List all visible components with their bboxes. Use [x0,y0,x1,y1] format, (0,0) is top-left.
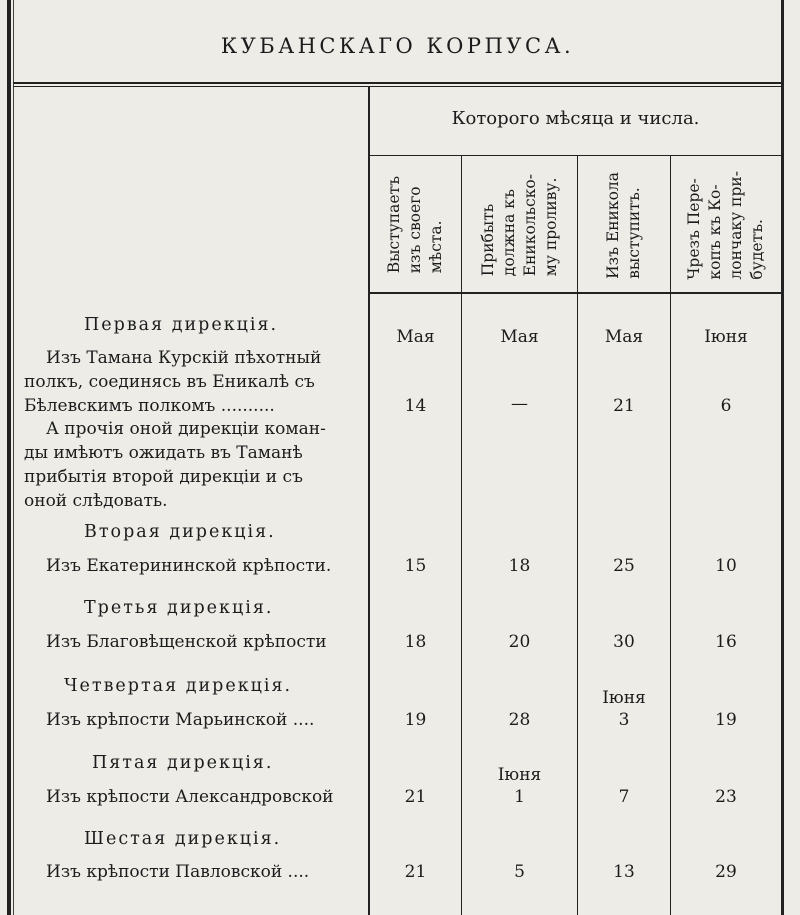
column-group-header: Которого мѣсяца и числа. [451,108,700,129]
row-label: Изъ Благовѣщенской крѣпости [46,632,327,652]
table-cell: — [511,394,528,414]
section-heading: Первая дирекція. [84,315,279,335]
note-line: оной слѣдовать. [24,491,168,511]
row-label: Изъ крѣпости Павловской .... [46,862,310,882]
table-cell: 20 [508,632,531,652]
table-cell: 18 [404,632,427,652]
table-cell: 18 [508,556,531,576]
row-label: Изъ крѣпости Марьинской .... [46,710,315,730]
month-cell: Іюня [497,765,542,785]
table-cell: 30 [613,632,635,652]
table-cell: 21 [404,862,427,882]
table-cell: 28 [508,710,531,730]
note-line: прибытія второй дирекціи и съ [24,467,303,487]
title-rule-bottom [13,86,783,87]
section-heading: Вторая дирекція. [84,522,276,542]
table-cell: 7 [618,787,630,807]
note-line: А прочія оной дирекціи коман- [46,419,326,439]
table-cell: 25 [613,556,635,576]
column-header-arrives-kolonchak: Чрезъ Пере- копъ къ Ко- лончаку при- будетъ. [685,170,766,280]
section-heading: Четвертая дирекція. [64,676,293,696]
column-header-arrives-strait: Прибыть должна къ Еникольско- му проливу. [478,173,560,277]
table-cell: 29 [715,862,737,882]
column-header-departs: Выступаетъ изъ своего мѣста. [385,176,445,274]
title-rule-top [13,82,783,84]
row-label-line: полкъ, соединясь въ Еникалѣ съ [24,372,315,392]
table-cell: 3 [618,710,630,730]
table-cell: 19 [404,710,427,730]
row-label-line: Бѣлевскимъ полкомъ .......... [24,396,275,416]
row-label: Изъ крѣпости Александровской [46,787,334,807]
month-cell: Мая [500,327,539,347]
row-label-line: Изъ Тамана Курскій пѣхотный [46,348,322,368]
frame-left-inner-border [13,0,14,915]
month-cell: Мая [604,327,644,347]
table-cell: 5 [514,862,525,882]
note-line: ды имѣютъ ожидать въ Таманѣ [24,443,303,463]
table-cell: 14 [404,396,427,416]
table-cell: 23 [715,787,737,807]
section-heading: Шестая дирекція. [84,829,282,849]
table-cell: 19 [715,710,737,730]
table-cell: 13 [613,862,635,882]
table-cell: 6 [720,396,732,416]
column-header-departs-enikol: Изъ Еникола выступитъ. [604,171,643,279]
table-cell: 15 [404,556,427,576]
frame-right-border [781,0,784,915]
month-cell: Іюня [704,327,748,347]
month-cell: Мая [396,327,435,347]
table-cell: 1 [514,787,525,807]
table-cell: 10 [715,556,737,576]
page-title: КУБАНСКАГО КОРПУСА. [220,34,575,58]
row-label: Изъ Екатерининской крѣпости. [46,556,332,576]
section-heading: Пятая дирекція. [92,753,274,773]
section-heading: Третья дирекція. [84,598,274,618]
frame-left-border [7,0,11,915]
table-cell: 16 [715,632,737,652]
month-cell: Іюня [602,688,646,708]
table-cell: 21 [404,787,427,807]
table-cell: 21 [613,396,635,416]
